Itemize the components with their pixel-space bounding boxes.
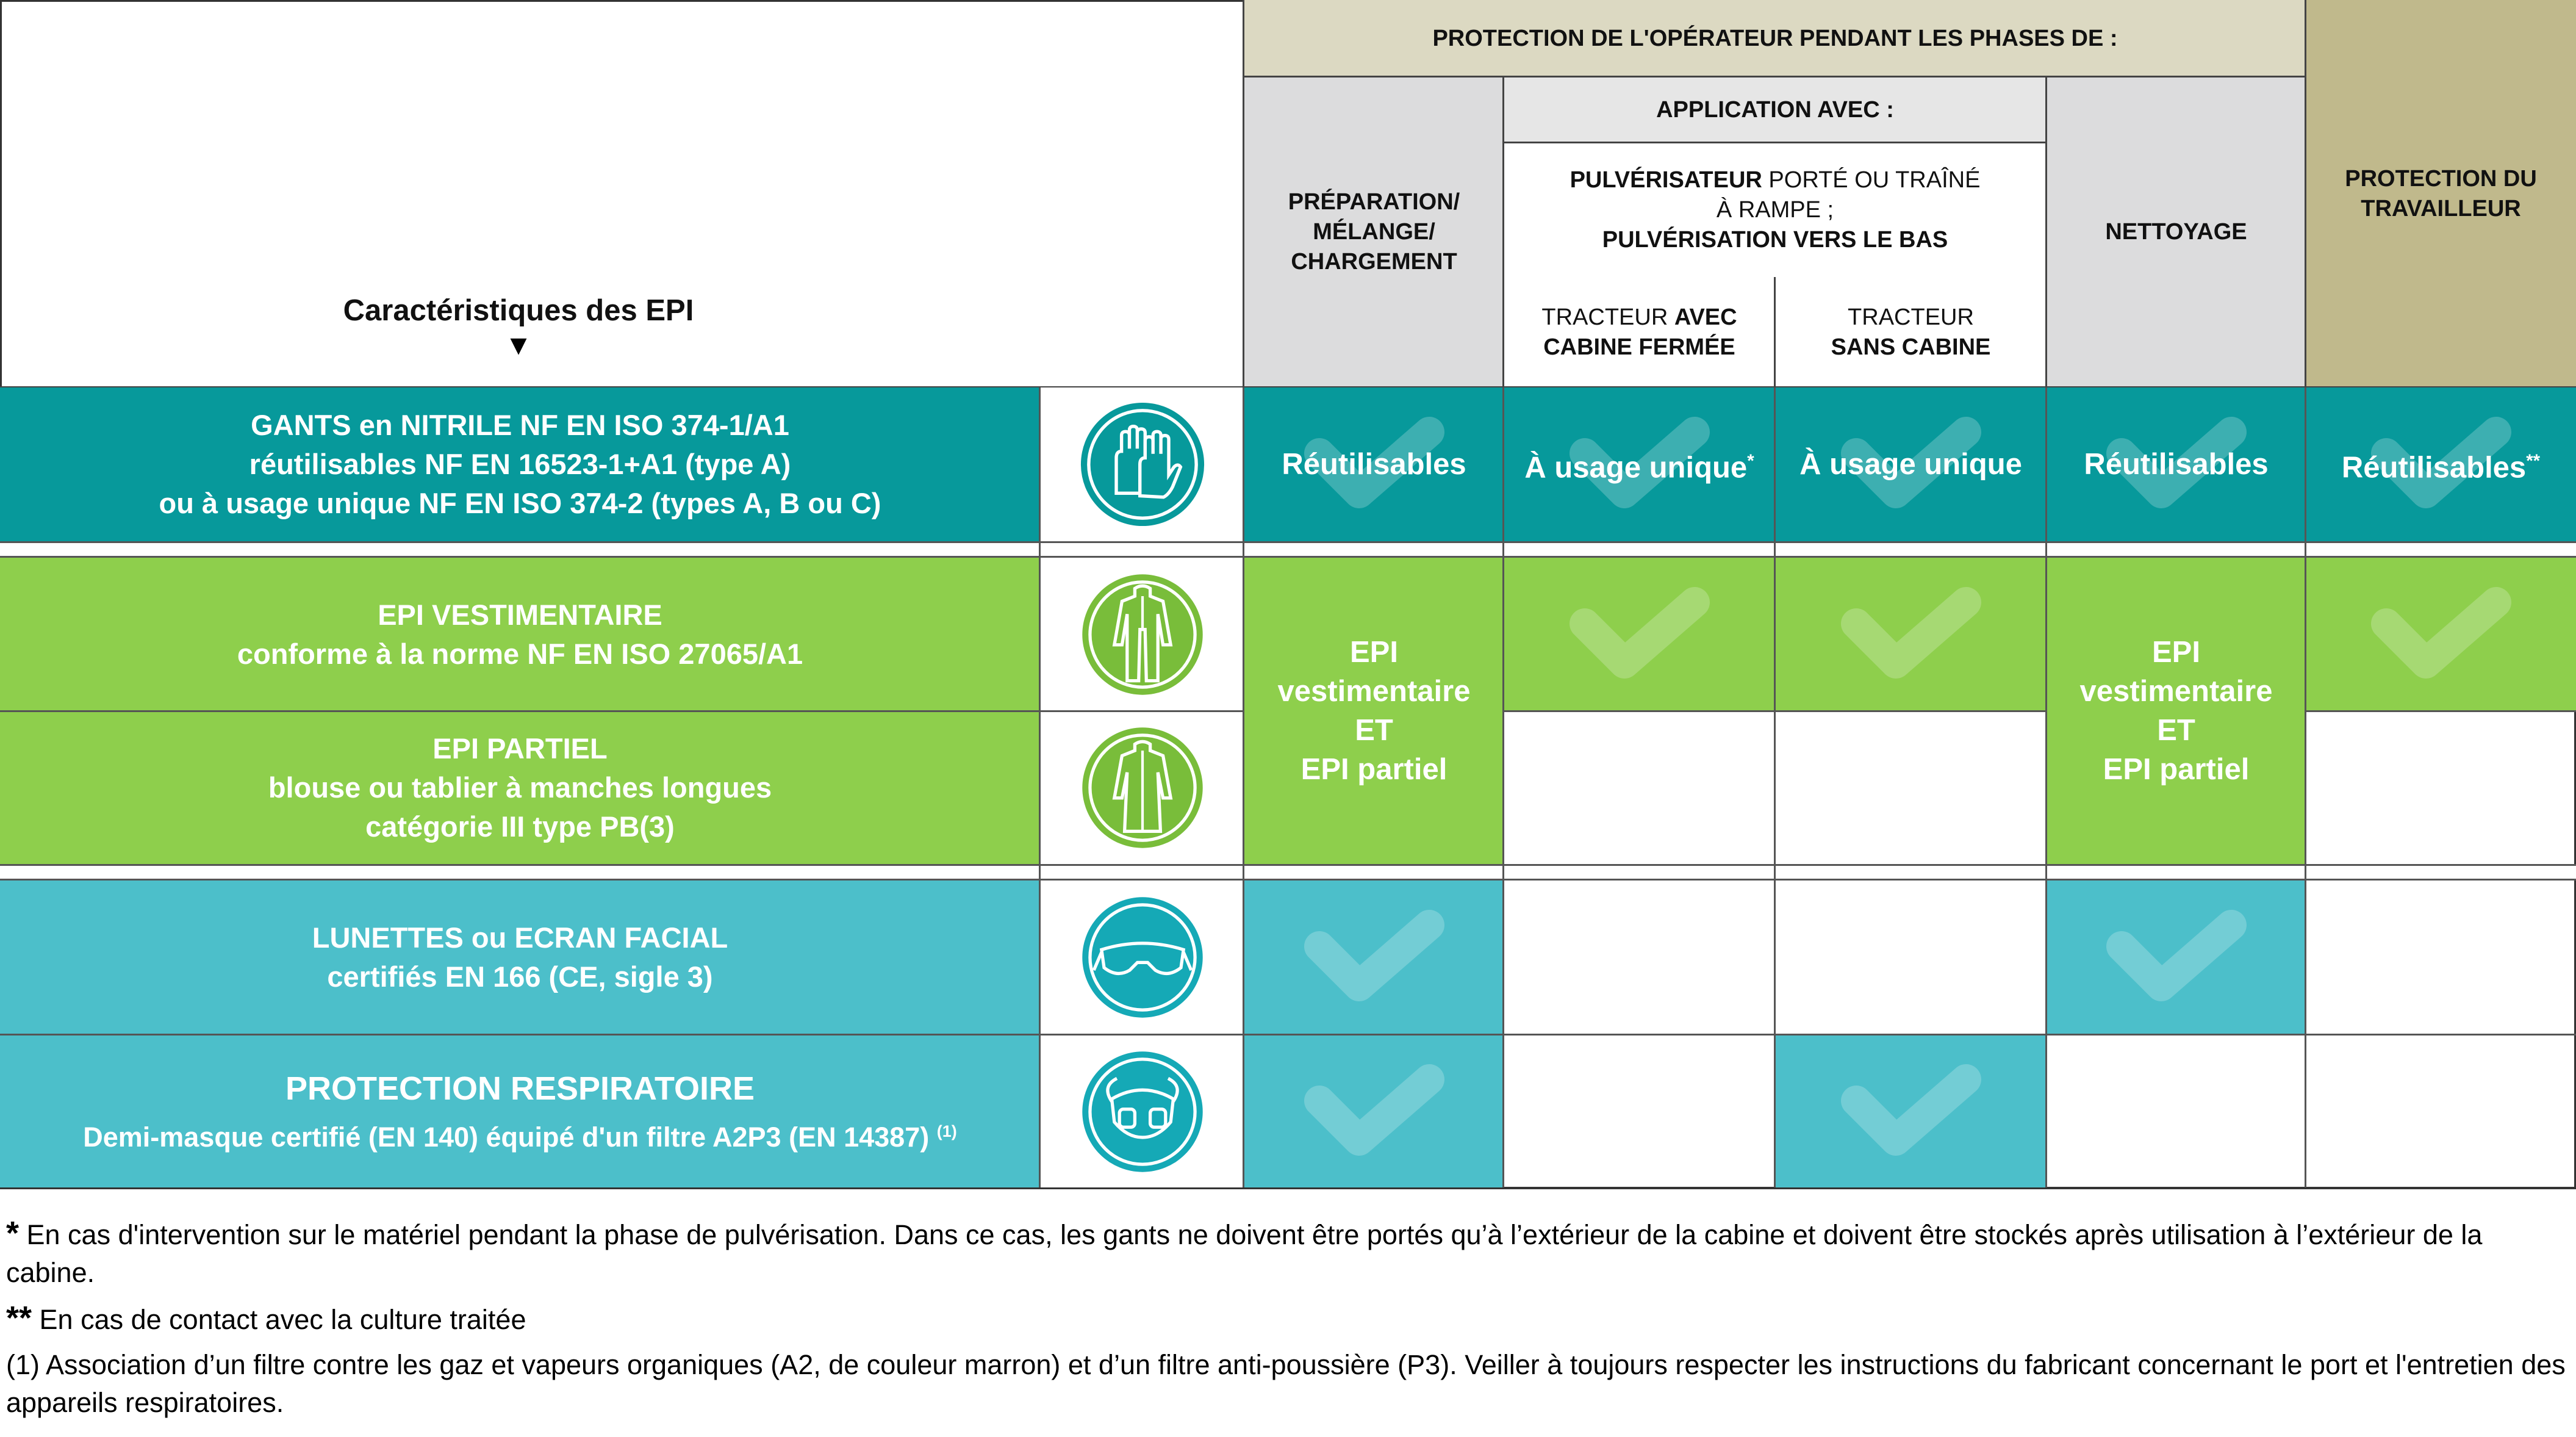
footnote-2	[6, 1299, 2568, 1339]
merged-line-2: vestimentaire	[1277, 675, 1471, 708]
partial-line-2: catégorie III type PB(3)	[365, 810, 675, 843]
gloves-prep-cell	[1244, 387, 1504, 541]
cleaning-title: NETTOYAGE	[2105, 219, 2247, 245]
check-icon	[2368, 587, 2514, 679]
check-icon	[1838, 587, 1984, 679]
apron-icon	[1078, 724, 1207, 852]
preparation-line-1: PRÉPARATION/	[1288, 189, 1460, 215]
merged-line-1: EPI	[1350, 636, 1398, 669]
clothing-subtitle: conforme à la norme NF EN ISO 27065/A1	[237, 637, 803, 670]
footnote-1-mark: *	[6, 1215, 20, 1252]
mask-icon-cell	[1040, 1034, 1244, 1189]
preparation-line-2: MÉLANGE/	[1313, 219, 1435, 245]
gloves-closed-value	[1504, 387, 1775, 541]
respiratory-label	[0, 1034, 1040, 1189]
sprayer-line-2: À RAMPE ;	[1716, 196, 1834, 223]
coverall-icon	[1078, 571, 1207, 699]
sprayer-bold: PULVÉRISATEUR	[1570, 167, 1762, 193]
merged-line-4: EPI partiel	[1301, 753, 1448, 786]
tractor-closed-header	[1504, 277, 1775, 387]
epi-characteristics-label: Caractéristiques des EPI	[343, 294, 694, 327]
gloves-label	[0, 387, 1040, 541]
respiratory-prep-cell	[1244, 1034, 1504, 1189]
respiratory-open-cell	[1775, 1034, 2047, 1189]
merged-line-2: vestimentaire	[2079, 675, 2273, 708]
gloves-worker-mark: **	[2526, 450, 2541, 471]
merged-line-3: ET	[2157, 714, 2195, 747]
partial-title: EPI PARTIEL	[432, 732, 608, 765]
glasses-prep-cell	[1244, 881, 1504, 1034]
respiratory-subtitle-line	[83, 1111, 956, 1158]
clothing-closed-cell	[1504, 558, 1775, 711]
gloves-icon-cell	[1040, 387, 1244, 541]
application-title: APPLICATION AVEC :	[1656, 96, 1894, 123]
sprayer-rest: PORTÉ OU TRAÎNÉ	[1762, 167, 1981, 193]
gloves-cleaning-cell	[2047, 387, 2306, 541]
tractor-closed-line-2: CABINE FERMÉE	[1543, 334, 1735, 360]
footnote-3-text: (1) Association d’un filtre contre les gaz et vapeurs organiques (A2, de couleur marron) et d’un filtre anti-poussière (P3). Veiller à toujours respecter les instructions du fabricant concernant le port et l'entretien des appareils respiratoires.	[6, 1349, 2566, 1418]
tractor-closed-bold: AVEC	[1674, 304, 1737, 330]
glasses-title: LUNETTES ou ECRAN FACIAL	[312, 921, 728, 954]
sprayer-header	[1504, 143, 2047, 277]
footnote-2-mark: **	[6, 1300, 32, 1336]
gloves-prep-value: Réutilisables	[1282, 448, 1466, 481]
glasses-icon-cell	[1040, 881, 1244, 1034]
clothing-title: EPI VESTIMENTAIRE	[378, 598, 662, 631]
apron-icon-cell	[1040, 711, 1244, 864]
check-icon	[1566, 587, 1713, 679]
clothing-worker-cell	[2306, 558, 2576, 711]
merged-line-3: ET	[1355, 714, 1393, 747]
preparation-line-3: CHARGEMENT	[1291, 249, 1457, 275]
gloves-cleaning-value: Réutilisables	[2084, 448, 2269, 481]
cleaning-header	[2047, 77, 2306, 387]
check-icon	[2103, 910, 2250, 1001]
application-header	[1504, 77, 2047, 143]
gloves-open-cell	[1775, 387, 2047, 541]
partial-label	[0, 711, 1040, 864]
phases-header	[1244, 0, 2306, 77]
gloves-icon	[1077, 399, 1208, 530]
worker-header-line-2: TRAVAILLEUR	[2361, 195, 2521, 221]
check-icon	[1301, 910, 1448, 1001]
footnote-3	[6, 1346, 2568, 1422]
glasses-cleaning-cell	[2047, 881, 2306, 1034]
respiratory-note-ref: (1)	[936, 1122, 957, 1140]
check-icon	[1301, 1064, 1448, 1156]
gloves-open-value: À usage unique	[1799, 448, 2022, 481]
tractor-open-line-2: SANS CABINE	[1831, 334, 1991, 360]
divider	[0, 864, 2576, 881]
footnotes	[6, 1214, 2568, 1422]
gloves-closed-text: À usage unique	[1524, 451, 1748, 484]
check-icon	[1838, 1064, 1984, 1156]
clothing-open-cell	[1775, 558, 2047, 711]
glasses-label	[0, 881, 1040, 1034]
safety-glasses-icon	[1078, 893, 1207, 1021]
merged-line-1: EPI	[2152, 636, 2200, 669]
gloves-closed-cell	[1504, 387, 1775, 541]
preparation-header	[1244, 77, 1504, 387]
gloves-worker-text: Réutilisables	[2341, 451, 2527, 484]
clothing-label	[0, 558, 1040, 711]
gloves-line-1: GANTS en NITRILE NF EN ISO 374-1/A1	[251, 409, 789, 441]
gloves-closed-mark: *	[1747, 450, 1754, 471]
respiratory-title: PROTECTION RESPIRATOIRE	[285, 1070, 755, 1107]
merged-line-4: EPI partiel	[2103, 753, 2250, 786]
half-mask-icon	[1078, 1048, 1207, 1176]
sprayer-line-1	[1570, 165, 1981, 195]
divider	[0, 541, 2576, 558]
worker-protection-header	[2306, 0, 2576, 387]
clothing-cleaning-merged-cell	[2047, 558, 2306, 864]
glasses-subtitle: certifiés EN 166 (CE, sigle 3)	[327, 960, 713, 993]
coverall-icon-cell	[1040, 558, 1244, 711]
gloves-line-3: ou à usage unique NF EN ISO 374-2 (types A, B ou C)	[159, 487, 881, 519]
gloves-worker-cell	[2306, 387, 2576, 541]
tractor-open-header	[1775, 277, 2047, 387]
phases-title: PROTECTION DE L'OPÉRATEUR PENDANT LES PHASES DE :	[1432, 25, 2118, 51]
tractor-closed-normal: TRACTEUR	[1541, 304, 1674, 330]
partial-line-1: blouse ou tablier à manches longues	[268, 771, 772, 804]
worker-header-line-1: PROTECTION DU	[2345, 165, 2537, 192]
clothing-prep-merged-cell	[1244, 558, 1504, 864]
down-arrow-icon: ▼	[504, 329, 533, 361]
footnote-2-text: En cas de contact avec la culture traitée	[32, 1304, 526, 1335]
gloves-line-2: réutilisables NF EN 16523-1+A1 (type A)	[249, 448, 791, 480]
footnote-1	[6, 1214, 2568, 1292]
tractor-open-line-1: TRACTEUR	[1848, 304, 1974, 330]
gloves-worker-value	[2306, 387, 2576, 541]
sprayer-line-3: PULVÉRISATION VERS LE BAS	[1602, 226, 1948, 253]
tractor-closed-line-1	[1541, 303, 1737, 333]
epi-characteristics-header	[0, 281, 1037, 372]
footnote-1-text: En cas d'intervention sur le matériel pendant la phase de pulvérisation. Dans ce cas, les gants ne doivent être portés qu’à l’extérieur de la cabine et doivent être stockés après utilisation à l’extérieur de la cabine.	[6, 1219, 2483, 1288]
respiratory-subtitle: Demi-masque certifié (EN 140) équipé d'un filtre A2P3 (EN 14387)	[83, 1121, 930, 1153]
